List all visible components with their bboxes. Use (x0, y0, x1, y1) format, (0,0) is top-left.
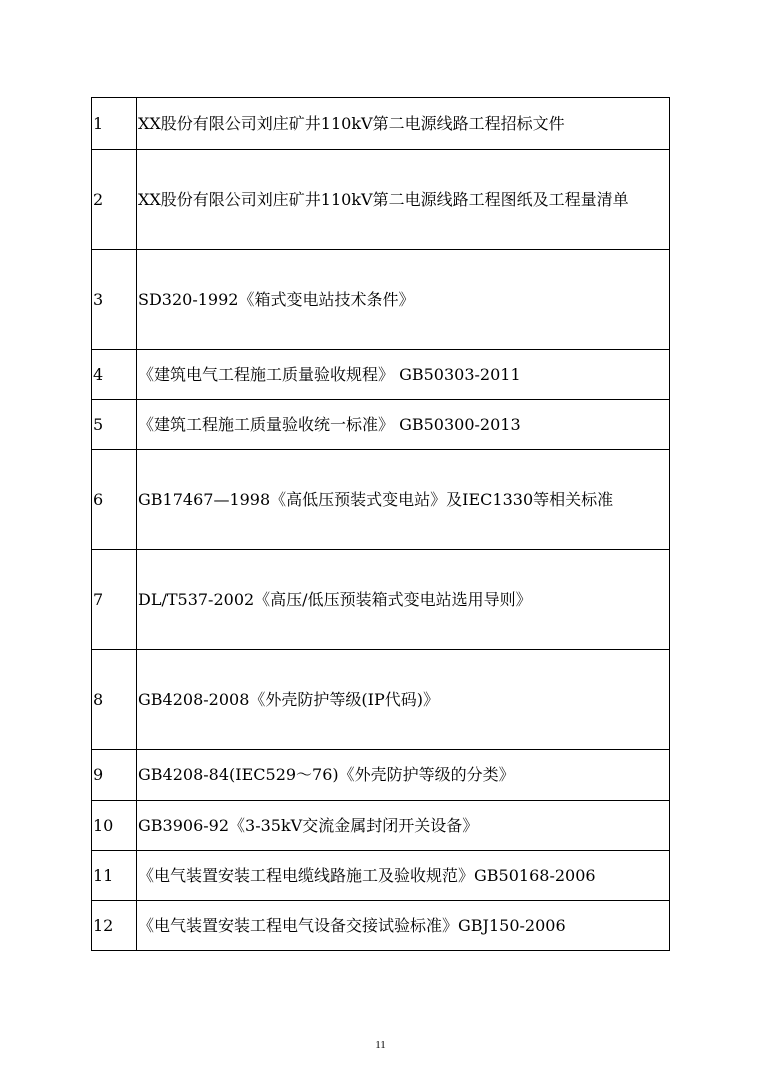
row-text: GB4208-2008《外壳防护等级(IP代码)》 (137, 650, 670, 750)
table-row (92, 150, 670, 250)
table-row (92, 801, 670, 851)
table-row (92, 400, 670, 450)
row-number: 7 (92, 550, 137, 650)
row-number: 1 (92, 98, 137, 150)
table-row (92, 450, 670, 550)
row-text: 《建筑工程施工质量验收统一标准》 GB50300-2013 (137, 400, 670, 450)
table-row (92, 650, 670, 750)
table-row (92, 550, 670, 650)
row-number: 9 (92, 750, 137, 801)
row-number: 11 (92, 851, 137, 901)
row-number: 3 (92, 250, 137, 350)
table-row (92, 901, 670, 951)
table-row (92, 350, 670, 400)
row-text: GB3906-92《3-35kV交流金属封闭开关设备》 (137, 801, 670, 851)
row-number: 4 (92, 350, 137, 400)
row-text: DL/T537-2002《高压/低压预装箱式变电站选用导则》 (137, 550, 670, 650)
row-text: 《电气装置安装工程电气设备交接试验标准》GBJ150-2006 (137, 901, 670, 951)
row-text: GB17467—1998《高低压预装式变电站》及IEC1330等相关标准 (137, 450, 670, 550)
row-number: 10 (92, 801, 137, 851)
row-number: 5 (92, 400, 137, 450)
row-number: 8 (92, 650, 137, 750)
row-number: 6 (92, 450, 137, 550)
row-text: XX股份有限公司刘庄矿井110kV第二电源线路工程图纸及工程量清单 (137, 150, 670, 250)
table-row (92, 98, 670, 150)
row-number: 12 (92, 901, 137, 951)
row-text: XX股份有限公司刘庄矿井110kV第二电源线路工程招标文件 (137, 98, 670, 150)
row-number: 2 (92, 150, 137, 250)
row-text: GB4208-84(IEC529～76)《外壳防护等级的分类》 (137, 750, 670, 801)
standards-table (91, 97, 670, 951)
table-row (92, 851, 670, 901)
row-text: 《电气装置安装工程电缆线路施工及验收规范》GB50168-2006 (137, 851, 670, 901)
table-row (92, 750, 670, 801)
table-row (92, 250, 670, 350)
page-number: 11 (375, 1039, 386, 1051)
row-text: 《建筑电气工程施工质量验收规程》 GB50303-2011 (137, 350, 670, 400)
row-text: SD320-1992《箱式变电站技术条件》 (137, 250, 670, 350)
